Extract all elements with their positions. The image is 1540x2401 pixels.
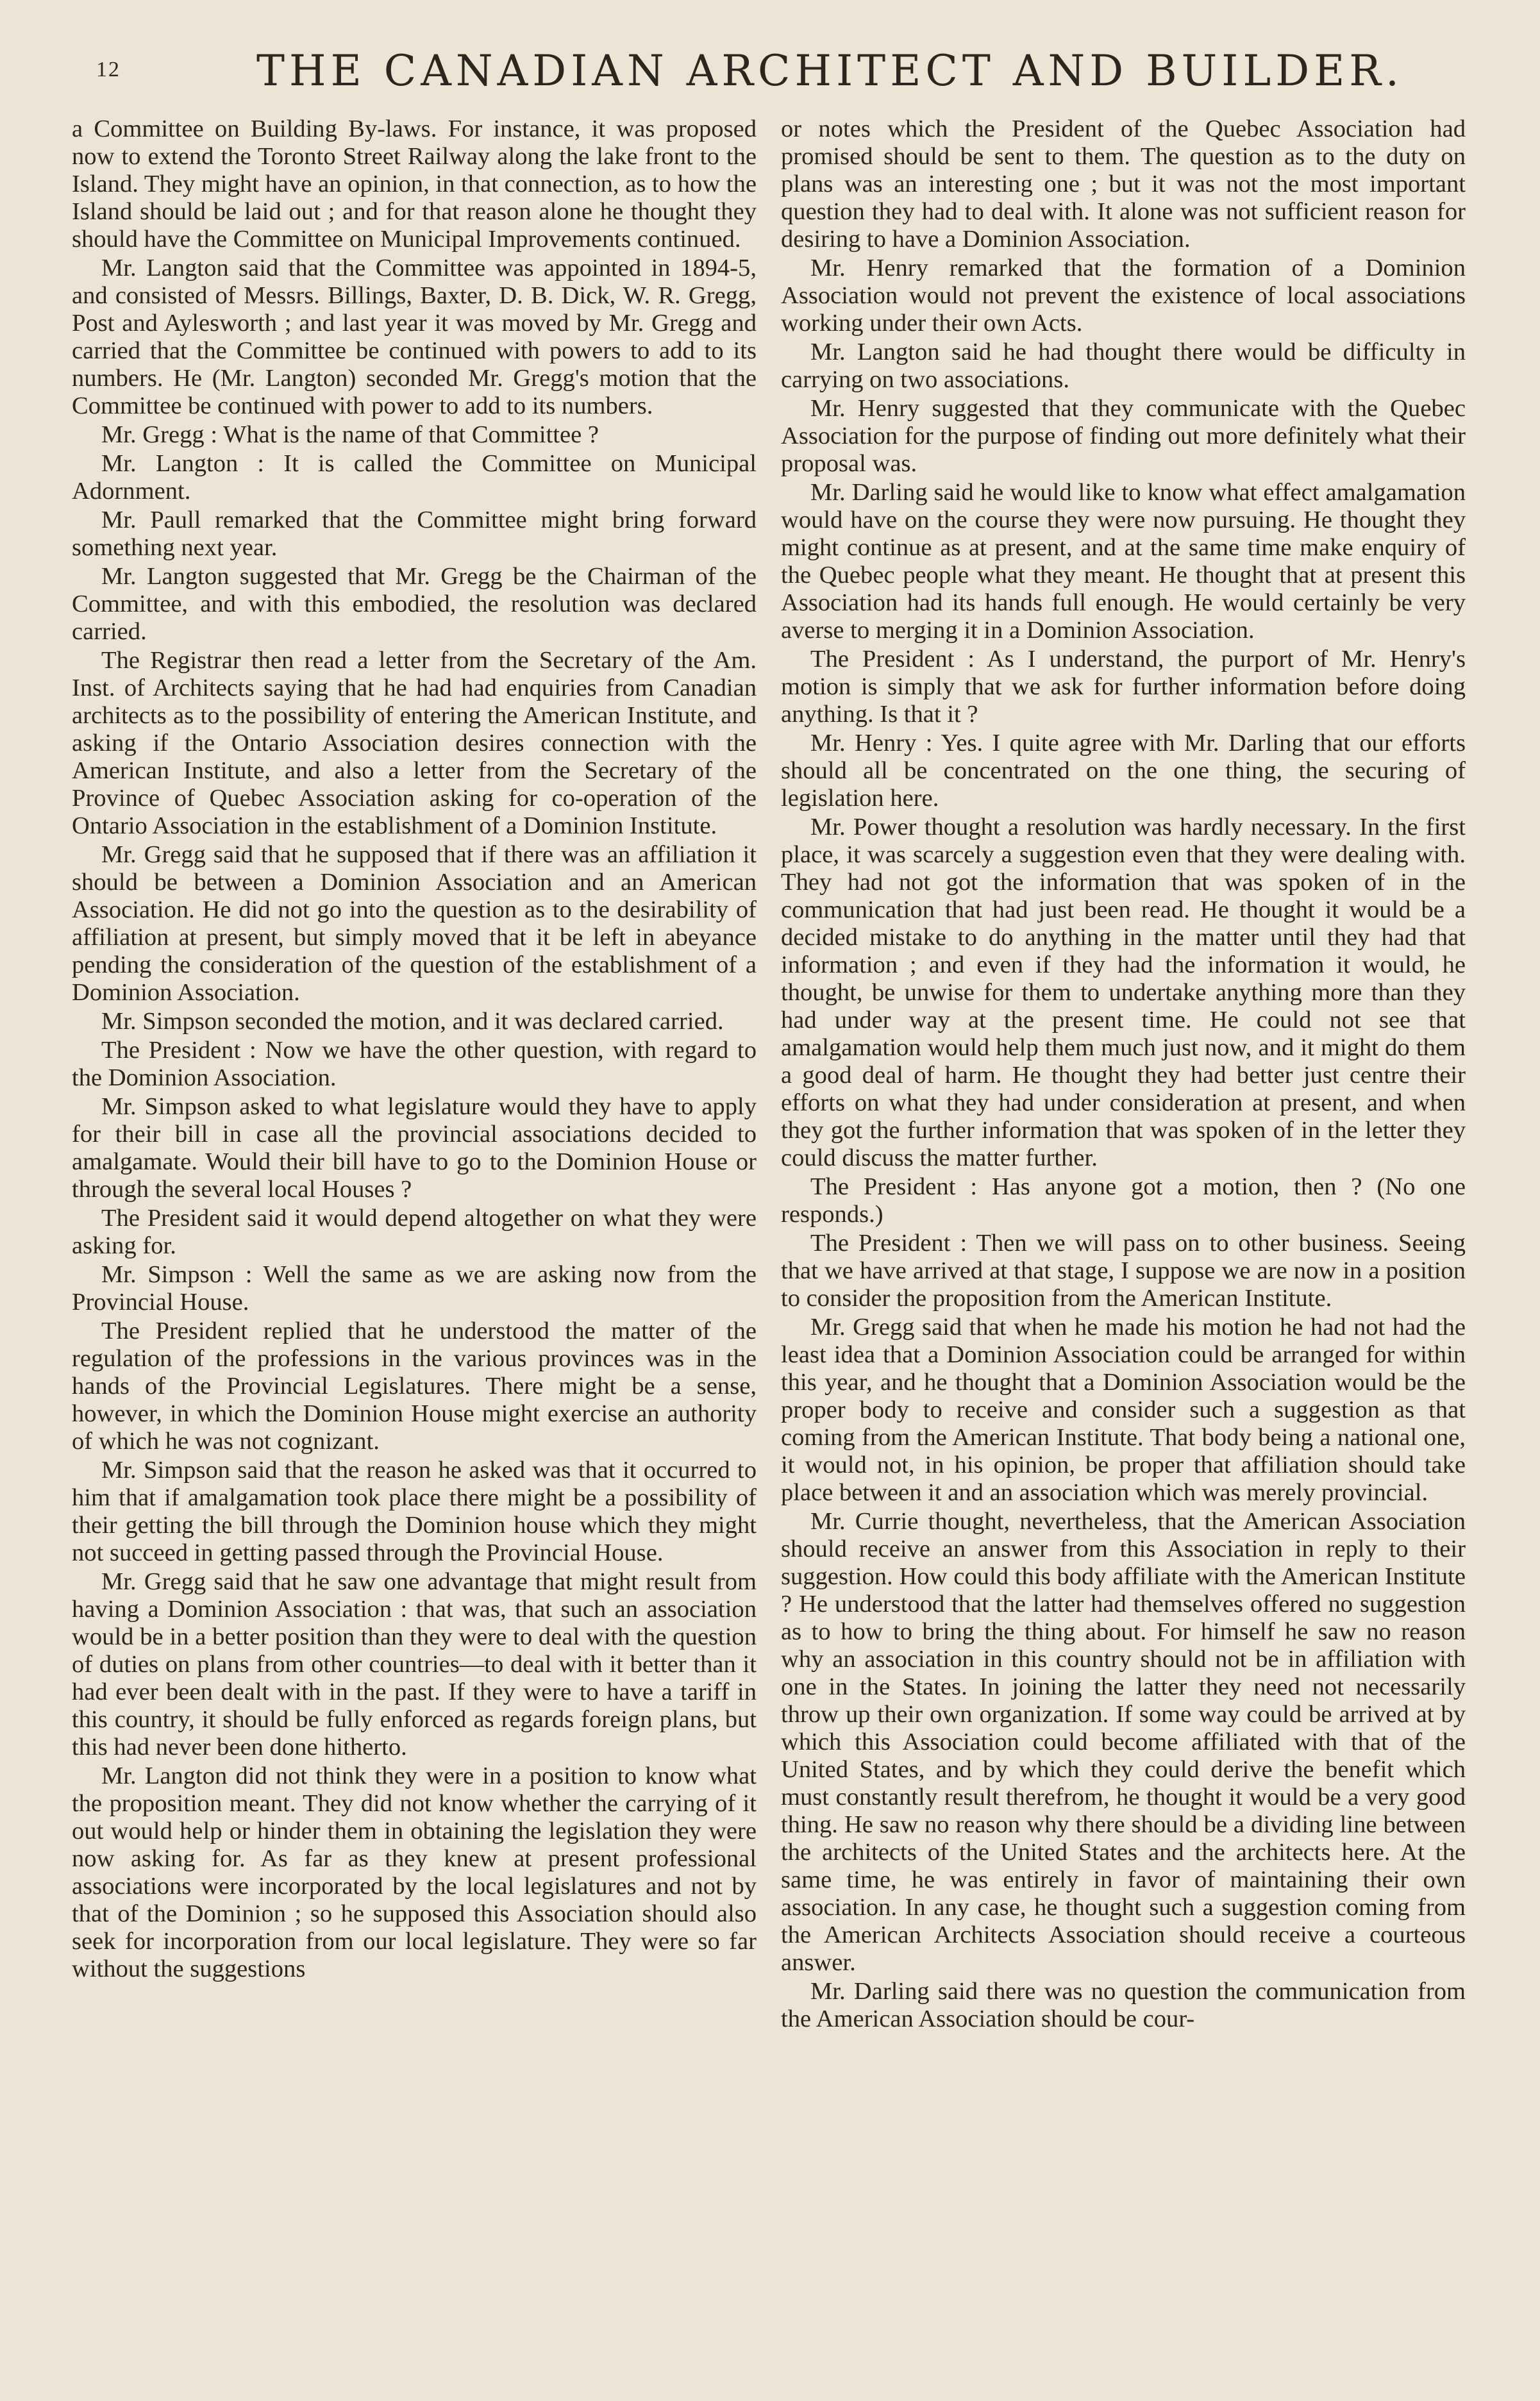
page-header [71,46,1507,97]
paragraph: Mr. Henry remarked that the formation of a Dominion Association would not prevent the existence of local associations working under their own Acts. [781,255,1466,337]
right-column [781,115,1466,2034]
paragraph: The President : Now we have the other question, with regard to the Dominion Association. [72,1037,757,1091]
paragraph: The Registrar then read a letter from the Secretary of the Am. Inst. of Architects saying that he had had enquiries from Canadian architects as to the possibility of entering the American Institute, and asking if the Ontario Association desires connection with the American Institute, and also a letter from the Secretary of the Province of Quebec Association asking for co-operation of the Ontario Association in the establishment of a Dominion Institute. [72,647,757,839]
paragraph: Mr. Henry : Yes. I quite agree with Mr. Darling that our efforts should all be concentrated on the one thing, the securing of legislation here. [781,730,1466,812]
paragraph: Mr. Darling said he would like to know what effect amalgamation would have on the course they were now pursuing. He thought they might continue as at present, and at the same time make enquiry of the Quebec people what they meant. He thought that at present this Association had its hands full enough. He would certainly be very averse to merging it in a Dominion Association. [781,479,1466,644]
paragraph: Mr. Gregg said that he saw one advantage that might result from having a Dominion Association : that was, that such an association would be in a better position than they were to deal with the question of duties on plans from other countries—to deal with it better than it had ever been dealt with in the past. If they were to have a tariff in this country, it should be fully enforced as regards foreign plans, but this had never been done hitherto. [72,1568,757,1761]
paragraph: Mr. Power thought a resolution was hardly necessary. In the first place, it was scarcely a suggestion even that they were dealing with. They had not got the information that was spoken of in the communication that had just been read. He thought it would be a decided mistake to do anything in the matter until they had that information ; and even if they had the information it would, he thought, be unwise for them to undertake anything more than they had under way at the present time. He could not see that amalgamation would help them much just now, and it might do them a good deal of harm. He thought they had better just centre their efforts on what they had under consideration at present, and when they got the further information that was spoken of in the letter they could discuss the matter further. [781,814,1466,1171]
masthead-title: THE CANADIAN ARCHITECT AND BUILDER. [256,46,1403,96]
paragraph: Mr. Langton said he had thought there would be difficulty in carrying on two associations. [781,339,1466,393]
paragraph: Mr. Simpson : Well the same as we are asking now from the Provincial House. [72,1261,757,1316]
paragraph: a Committee on Building By-laws. For instance, it was proposed now to extend the Toronto Street Railway along the lake front to the Island. They might have an opinion, in that connection, as to how the Island should be laid out ; and for that reason alone he thought they should have the Committee on Municipal Improvements continued. [72,115,757,253]
paragraph: The President said it would depend altogether on what they were asking for. [72,1205,757,1259]
paragraph: Mr. Langton suggested that Mr. Gregg be the Chairman of the Committee, and with this embodied, the resolution was declared carried. [72,563,757,645]
paragraph: Mr. Currie thought, nevertheless, that the American Association should receive an answer from this Association in reply to their suggestion. How could this body affiliate with the American Institute ? He understood that the latter had themselves offered no suggestion as to how to bring the thing about. For himself he saw no reason why an association in this country should not be in affiliation with one in the States. In joining the latter they need not necessarily throw up their own organization. If some way could be arrived at by which this Association could become affiliated with that of the United States, and by which they could derive the benefit which must constantly result therefrom, he thought it would be a very good thing. He saw no reason why there should be a dividing line between the architects of the United States and the architects here. At the same time, he was entirely in favor of maintaining their own association. In any case, he thought such a suggestion coming from the American Architects Association should receive a courteous answer. [781,1508,1466,1976]
paragraph: The President : Has anyone got a motion, then ? (No one responds.) [781,1173,1466,1228]
paragraph: Mr. Gregg said that he supposed that if there was an affiliation it should be between a Dominion Association and an American Association. He did not go into the question as to the desirability of affiliation at present, but simply moved that it be left in abeyance pending the consideration of the question of the establishment of a Dominion Association. [72,841,757,1006]
paragraph: Mr. Darling said there was no question the communication from the American Association should be cour- [781,1978,1466,2032]
left-column [72,115,757,1984]
paragraph: Mr. Simpson seconded the motion, and it was declared carried. [101,1008,724,1035]
paragraph: Mr. Gregg said that when he made his motion he had not had the least idea that a Dominion Association could be arranged for within this year, and he thought that a Dominion Association would be the proper body to receive and consider such a suggestion as that coming from the American Institute. That body being a national one, it would not, in his opinion, be proper that affiliation should take place between it and an association which was merely provincial. [781,1314,1466,1506]
paragraph: Mr. Langton : It is called the Committee on Municipal Adornment. [72,450,757,505]
paragraph: Mr. Simpson said that the reason he asked was that it occurred to him that if amalgamation took place there might be a possibility of their getting the bill through the Dominion house which they might not succeed in getting passed through the Provincial House. [72,1457,757,1566]
paragraph: Mr. Gregg : What is the name of that Committee ? [101,421,599,448]
paragraph: Mr. Henry suggested that they communicate with the Quebec Association for the purpose of finding out more definitely what their proposal was. [781,395,1466,477]
paragraph: The President : Then we will pass on to other business. Seeing that we have arrived at that stage, I suppose we are now in a position to consider the proposition from the American Institute. [781,1230,1466,1312]
paragraph: Mr. Langton did not think they were in a position to know what the proposition meant. They did not know whether the carrying of it out would help or hinder them in obtaining the legislation they were now asking for. As far as they knew at present professional associations were incorporated by the local legislatures and not by that of the Dominion ; so he supposed this Association should also seek for incorporation from our local legislature. They were so far without the suggestions [72,1762,757,1982]
paragraph: The President replied that he understood the matter of the regulation of the professions in the various provinces was in the hands of the Provincial Legislatures. There might be a sense, however, in which the Dominion House might exercise an authority of which he was not cognizant. [72,1318,757,1455]
paragraph: or notes which the President of the Quebec Association had promised should be sent to them. The question as to the duty on plans was an interesting one ; but it was not the most important question they had to deal with. It alone was not sufficient reason for desiring to have a Dominion Association. [781,115,1466,253]
paragraph: Mr. Langton said that the Committee was appointed in 1894-5, and consisted of Messrs. Billings, Baxter, D. B. Dick, W. R. Gregg, Post and Aylesworth ; and last year it was moved by Mr. Gregg and carried that the Committee be continued with powers to add to its numbers. He (Mr. Langton) seconded Mr. Gregg's motion that the Committee be continued with power to add to its numbers. [72,255,757,419]
paragraph: The President : As I understand, the purport of Mr. Henry's motion is simply that we ask for further information before doing anything. Is that it ? [781,646,1466,728]
page-number: 12 [96,58,121,81]
paragraph: Mr. Simpson asked to what legislature would they have to apply for their bill in case all the provincial associations decided to amalgamate. Would their bill have to go to the Dominion House or through the several local Houses ? [72,1093,757,1203]
paragraph: Mr. Paull remarked that the Committee might bring forward something next year. [72,506,757,561]
